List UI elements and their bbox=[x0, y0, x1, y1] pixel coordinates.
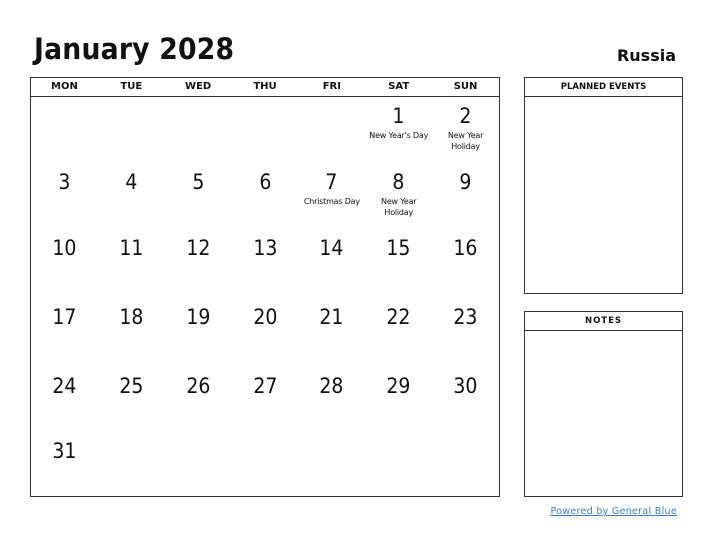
page-title: January 2028 bbox=[34, 32, 235, 66]
planned-events-heading: PLANNED EVENTS bbox=[525, 78, 682, 97]
day-cell bbox=[98, 163, 165, 229]
day-number: 11 bbox=[119, 236, 144, 260]
day-cell bbox=[98, 432, 165, 497]
day-cell bbox=[31, 163, 98, 229]
calendar-days bbox=[31, 97, 499, 497]
day-number: 23 bbox=[453, 305, 478, 329]
day-cell bbox=[31, 367, 98, 432]
weekday-mon: MON bbox=[51, 81, 78, 92]
day-number: 1 bbox=[392, 104, 405, 128]
day-number: 17 bbox=[52, 305, 77, 329]
country-label: Russia bbox=[616, 46, 676, 65]
day-cell bbox=[31, 298, 98, 367]
day-cell bbox=[98, 367, 165, 432]
day-cell bbox=[232, 432, 299, 497]
day-cell bbox=[432, 229, 499, 298]
day-number: 7 bbox=[325, 170, 338, 194]
day-cell bbox=[298, 97, 365, 163]
day-number: 19 bbox=[186, 305, 211, 329]
day-cell bbox=[31, 432, 98, 497]
weekday-wed: WED bbox=[185, 81, 212, 92]
weekday-tue: TUE bbox=[120, 81, 143, 92]
day-cell bbox=[365, 367, 432, 432]
day-cell bbox=[165, 97, 232, 163]
day-number: 30 bbox=[453, 374, 478, 398]
day-cell bbox=[365, 163, 432, 229]
day-cell bbox=[165, 229, 232, 298]
day-number: 31 bbox=[52, 439, 77, 463]
day-number: 6 bbox=[258, 170, 272, 194]
day-cell bbox=[432, 432, 499, 497]
day-cell bbox=[365, 298, 432, 367]
day-cell bbox=[165, 163, 232, 229]
day-number: 2 bbox=[459, 104, 472, 128]
day-number: 27 bbox=[252, 374, 278, 398]
day-number: 5 bbox=[192, 170, 205, 194]
notes-box bbox=[524, 311, 683, 497]
day-number: 14 bbox=[319, 236, 344, 260]
holiday-label: New Year's Day bbox=[369, 131, 429, 140]
day-cell bbox=[365, 229, 432, 298]
weekday-sat: SAT bbox=[388, 81, 410, 92]
day-number: 16 bbox=[453, 236, 478, 260]
day-cell bbox=[232, 97, 299, 163]
day-cell bbox=[31, 229, 98, 298]
day-number: 10 bbox=[52, 236, 77, 260]
holiday-label: New Year Holiday bbox=[447, 131, 484, 151]
day-number: 26 bbox=[186, 374, 211, 398]
day-number: 21 bbox=[319, 305, 344, 329]
day-cell bbox=[298, 163, 365, 229]
powered-by-link[interactable]: Powered by General Blue bbox=[550, 506, 677, 517]
holiday-label: Christmas Day bbox=[303, 197, 360, 206]
day-number: 20 bbox=[252, 305, 278, 329]
day-cell bbox=[98, 298, 165, 367]
day-number: 18 bbox=[119, 305, 144, 329]
day-cell bbox=[298, 367, 365, 432]
day-cell bbox=[365, 432, 432, 497]
day-cell bbox=[165, 432, 232, 497]
day-number: 4 bbox=[125, 170, 138, 194]
day-number: 3 bbox=[58, 170, 71, 194]
weekday-fri: FRI bbox=[322, 81, 341, 92]
day-cell bbox=[232, 163, 299, 229]
day-number: 24 bbox=[52, 374, 77, 398]
day-cell bbox=[232, 298, 299, 367]
day-cell bbox=[298, 229, 365, 298]
day-cell bbox=[232, 229, 299, 298]
day-number: 12 bbox=[186, 236, 211, 260]
day-number: 15 bbox=[386, 236, 411, 260]
day-cell bbox=[432, 163, 499, 229]
day-number: 8 bbox=[392, 170, 405, 194]
day-cell bbox=[432, 97, 499, 163]
weekday-sun: SUN bbox=[453, 81, 478, 92]
day-cell bbox=[432, 367, 499, 432]
day-cell bbox=[165, 367, 232, 432]
calendar-grid bbox=[30, 77, 500, 497]
day-number: 29 bbox=[386, 374, 411, 398]
day-cell bbox=[298, 298, 365, 367]
day-cell bbox=[98, 97, 165, 163]
planned-events-box bbox=[524, 77, 683, 294]
holiday-label: New Year Holiday bbox=[381, 197, 417, 217]
weekday-thu: THU bbox=[253, 81, 277, 92]
notes-heading: NOTES bbox=[525, 312, 682, 331]
day-number: 22 bbox=[386, 305, 411, 329]
weekday-header bbox=[31, 78, 499, 97]
day-cell bbox=[165, 298, 232, 367]
day-number: 28 bbox=[319, 374, 344, 398]
day-cell bbox=[298, 432, 365, 497]
day-number: 9 bbox=[459, 170, 472, 194]
day-number: 13 bbox=[252, 236, 278, 260]
day-number: 25 bbox=[119, 374, 144, 398]
day-cell bbox=[98, 229, 165, 298]
day-cell bbox=[31, 97, 98, 163]
day-cell bbox=[365, 97, 432, 163]
day-cell bbox=[432, 298, 499, 367]
day-cell bbox=[232, 367, 299, 432]
